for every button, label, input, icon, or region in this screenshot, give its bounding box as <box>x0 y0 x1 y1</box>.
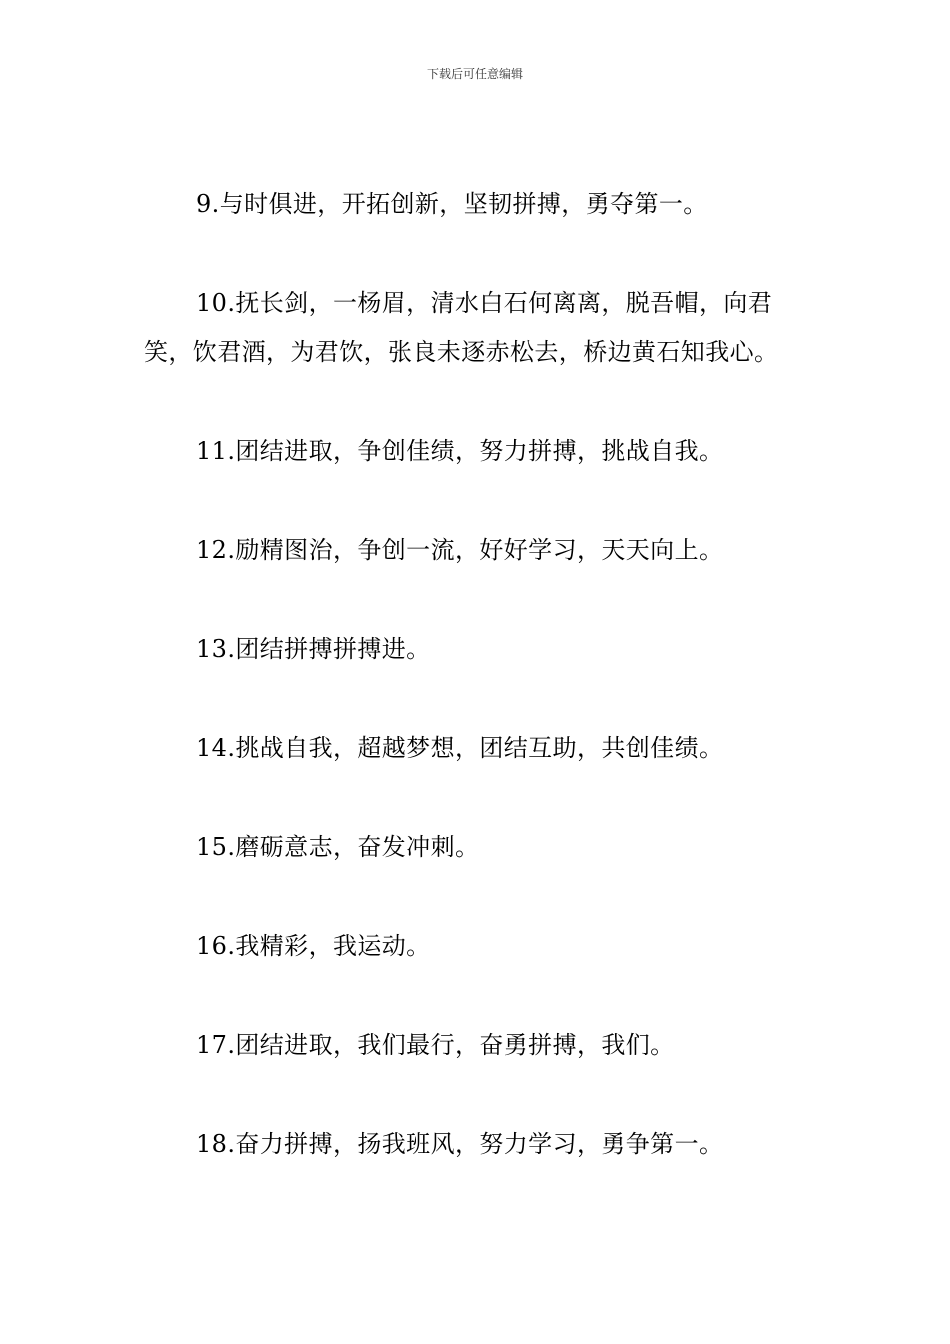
paragraph-12: 12.励精图治，争创一流，好好学习，天天向上。 <box>196 536 724 564</box>
paragraph-18: 18.奋力拼搏，扬我班风，努力学习，勇争第一。 <box>196 1130 724 1158</box>
paragraph-13: 13.团结拼搏拼搏进。 <box>196 635 431 663</box>
paragraph-11: 11.团结进取，争创佳绩，努力拼搏，挑战自我。 <box>196 437 724 465</box>
paragraph-14: 14.挑战自我，超越梦想，团结互助，共创佳绩。 <box>196 734 724 762</box>
paragraph-17: 17.团结进取，我们最行，奋勇拼搏，我们。 <box>196 1031 675 1059</box>
paragraph-16: 16.我精彩，我运动。 <box>196 932 431 960</box>
paragraph-9: 9.与时俱进，开拓创新，坚韧拼搏，勇夺第一。 <box>196 190 708 218</box>
paragraph-10: 10.抚长剑，一杨眉，清水白石何离离，脱吾帽，向君笑，饮君酒，为君饮，张良未逐赤松去，桥边黄石知我心。 <box>144 289 779 366</box>
document-body <box>144 180 809 1219</box>
paragraph-15: 15.磨砺意志，奋发冲刺。 <box>196 833 480 861</box>
page-header: 下载后可任意编辑 <box>426 67 523 81</box>
